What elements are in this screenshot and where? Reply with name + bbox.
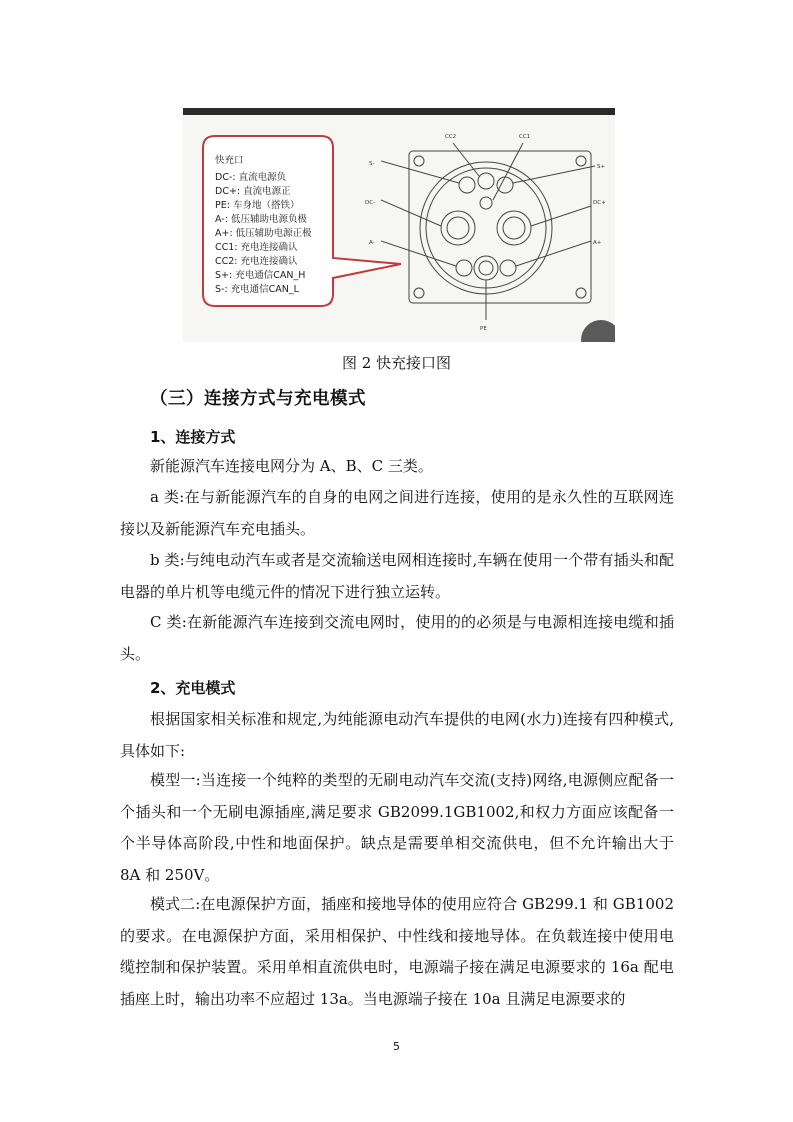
pin-s-plus bbox=[497, 177, 513, 193]
figure-caption: 图 2 快充接口图 bbox=[341, 354, 452, 372]
pin-pe bbox=[479, 261, 493, 275]
pin-label: DC+ bbox=[593, 200, 606, 206]
bubble-title: 快充口 bbox=[215, 155, 244, 166]
pin-label: S+ bbox=[597, 164, 606, 170]
fast-charge-port-diagram bbox=[183, 108, 615, 342]
scan-edge bbox=[183, 108, 615, 115]
subsection-heading-connection: 1、连接方式 bbox=[150, 428, 236, 446]
pin-a-plus bbox=[500, 260, 516, 276]
fast-charge-port-figure bbox=[183, 108, 615, 342]
pin-cc1 bbox=[480, 197, 492, 209]
legend-item: DC-: 直流电源负 bbox=[215, 172, 287, 183]
legend-item: PE: 车身地（搭铁） bbox=[215, 200, 300, 211]
pin-cc2 bbox=[478, 173, 494, 189]
pin-dc-minus bbox=[447, 217, 469, 239]
pin-s-minus bbox=[459, 177, 475, 193]
pin-label: DC- bbox=[365, 200, 376, 206]
legend-item: CC2: 充电连接确认 bbox=[215, 256, 298, 267]
paragraph: 根据国家相关标准和规定,为纯能源电动汽车提供的电网(水力)连接有四种模式,具体如下: bbox=[120, 710, 674, 760]
pin-label: PE bbox=[480, 326, 487, 332]
pin-label: A+ bbox=[593, 240, 602, 246]
pin-a-minus bbox=[456, 260, 472, 276]
paragraph: 模型一:当连接一个纯粹的类型的无刷电动汽车交流(支持)网络,电源侧应配备一个插头和一个无刷电源插座,满足要求 GB2099.1GB1002,和权力方面应该配备一个半导体高阶段,中性和地面保护。缺点是需要单相交流供电，但不允许输出大于 8A 和 250V。 bbox=[120, 771, 674, 884]
legend-item: S+: 充电通信CAN_H bbox=[215, 270, 306, 281]
legend-item: CC1: 充电连接确认 bbox=[215, 242, 298, 253]
legend-item: DC+: 直流电源正 bbox=[215, 186, 291, 197]
pin-label: S- bbox=[369, 161, 375, 167]
paragraph: b 类:与纯电动汽车或者是交流输送电网相连接时,车辆在使用一个带有插头和配电器的单片机等电缆元件的情况下进行独立运转。 bbox=[120, 551, 674, 601]
paragraph: C 类:在新能源汽车连接到交流电网时，使用的的必须是与电源相连接电缆和插头。 bbox=[120, 613, 674, 663]
pin-label: CC2 bbox=[445, 134, 457, 140]
section-heading: （三）连接方式与充电模式 bbox=[150, 389, 366, 409]
scan-artifact bbox=[581, 320, 615, 342]
legend-item: A+: 低压辅助电源正极 bbox=[215, 228, 312, 239]
paragraph: 新能源汽车连接电网分为 A、B、C 三类。 bbox=[150, 457, 433, 475]
pin-dc-plus bbox=[503, 217, 525, 239]
pin-label: CC1 bbox=[519, 134, 531, 140]
paragraph: a 类:在与新能源汽车的自身的电网之间进行连接，使用的是永久性的互联网连接以及新能源汽车充电插头。 bbox=[120, 488, 674, 538]
legend-item: A-: 低压辅助电源负极 bbox=[215, 214, 307, 225]
connector-housing bbox=[381, 143, 595, 320]
subsection-heading-mode: 2、充电模式 bbox=[150, 679, 236, 697]
page-number: 5 bbox=[393, 1040, 400, 1053]
pin-label: A- bbox=[369, 240, 375, 246]
legend-item: S-: 充电通信CAN_L bbox=[215, 284, 299, 295]
paragraph: 模式二:在电源保护方面，插座和接地导体的使用应符合 GB299.1 和 GB1002 的要求。在电源保护方面，采用相保护、中性线和接地导体。在负载连接中使用电缆控制和保护装置。采用单相直流供电时，电源端子接在满足电源要求的 16a 配电插座上时，输出功率不应超过 13a。当电源端子接在 10a 且满足电源要求的 bbox=[120, 895, 674, 1008]
